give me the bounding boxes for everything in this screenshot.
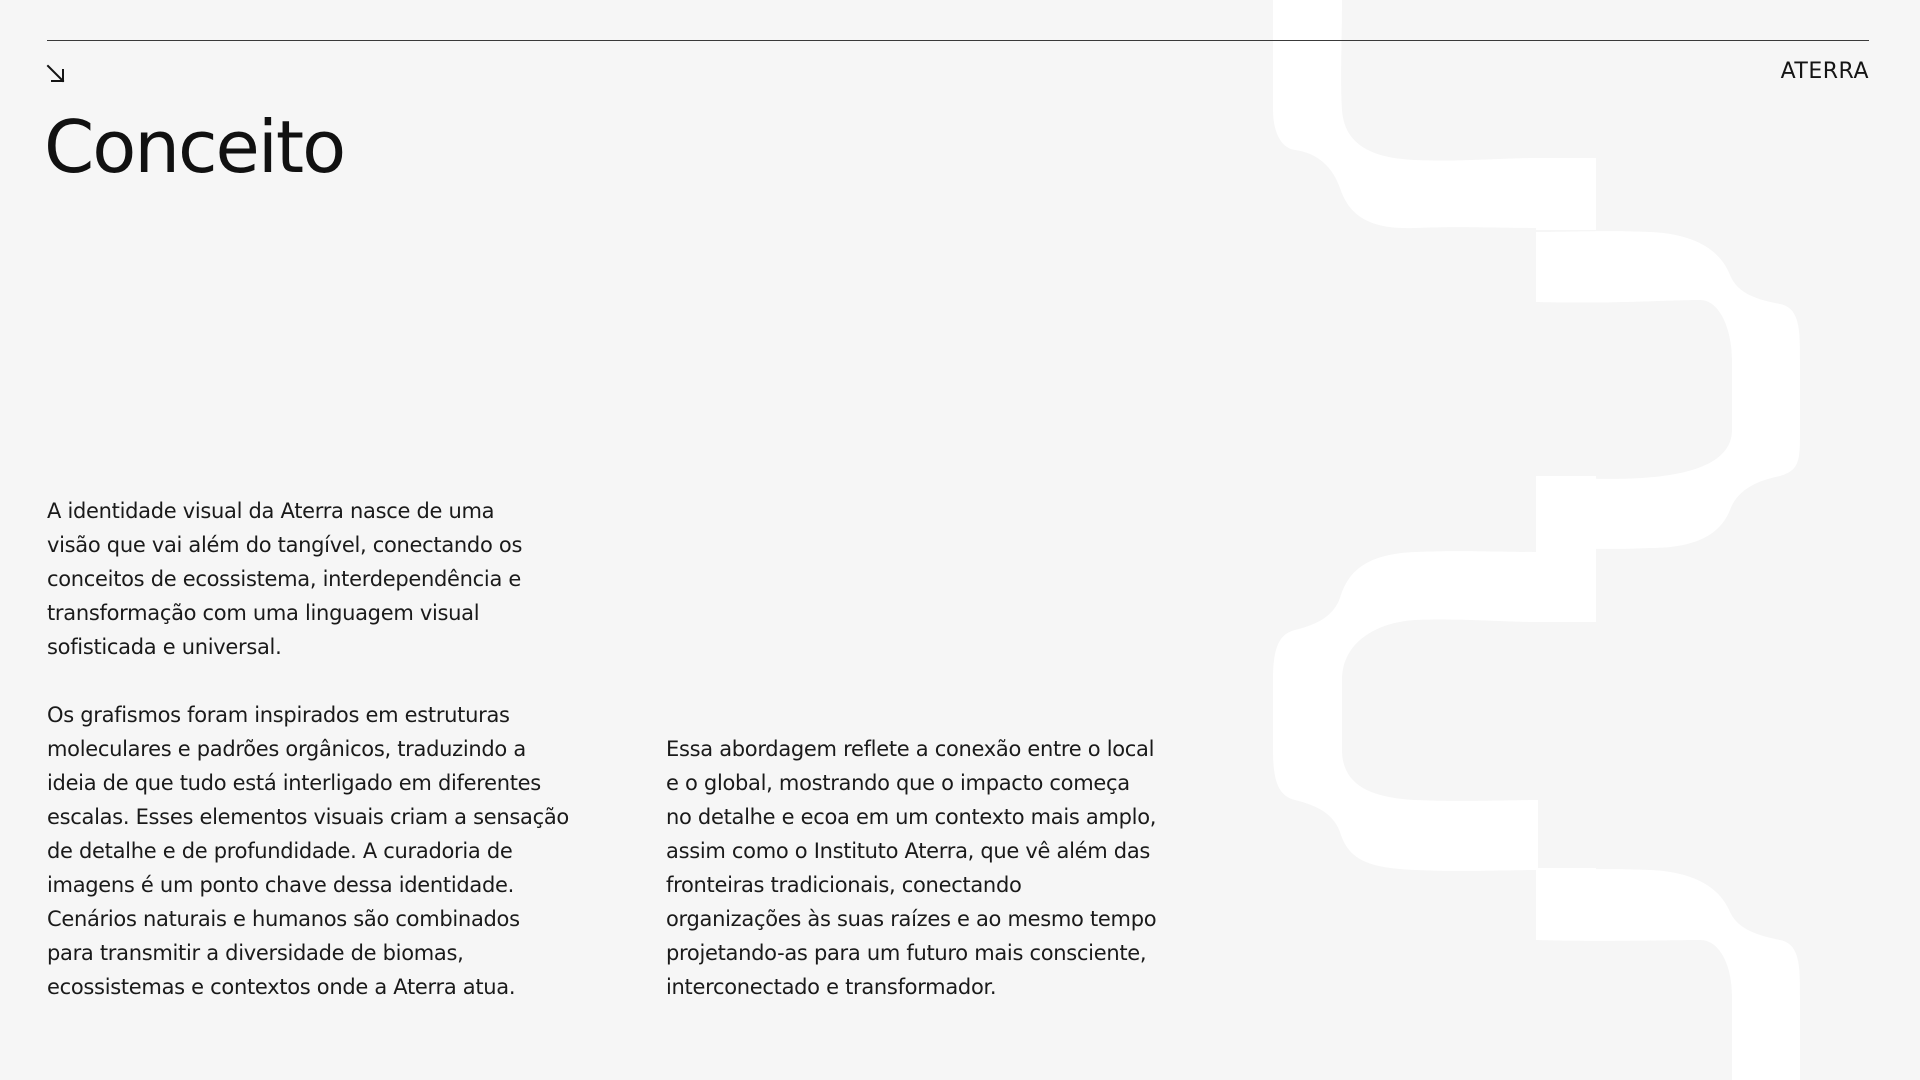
organic-pattern-graphic bbox=[1240, 0, 1920, 1080]
approach-line: fronteiras tradicionais, conectando bbox=[666, 873, 1022, 897]
top-divider bbox=[47, 40, 1869, 41]
graphics-line: Os grafismos foram inspirados em estruturas bbox=[47, 703, 510, 727]
graphics-line: para transmitir a diversidade de biomas, bbox=[47, 941, 464, 965]
intro-line: transformação com uma linguagem visual bbox=[47, 601, 480, 625]
arrow-down-right-icon bbox=[44, 62, 68, 86]
approach-line: Essa abordagem reflete a conexão entre o local bbox=[666, 737, 1155, 761]
graphics-line: escalas. Esses elementos visuais criam a sensação bbox=[47, 805, 569, 829]
graphics-line: de detalhe e de profundidade. A curadoria de bbox=[47, 839, 513, 863]
graphics-line: moleculares e padrões orgânicos, traduzindo a bbox=[47, 737, 526, 761]
intro-line: conceitos de ecossistema, interdependência e bbox=[47, 567, 522, 591]
intro-line: sofisticada e universal. bbox=[47, 635, 282, 659]
intro-line: visão que vai além do tangível, conectando os bbox=[47, 533, 523, 557]
graphics-line: ideia de que tudo está interligado em diferentes bbox=[47, 771, 541, 795]
approach-line: projetando-as para um futuro mais consciente, bbox=[666, 941, 1147, 965]
intro-line: A identidade visual da Aterra nasce de uma bbox=[47, 499, 495, 523]
graphics-line: Cenários naturais e humanos são combinados bbox=[47, 907, 520, 931]
approach-line: e o global, mostrando que o impacto começa bbox=[666, 771, 1130, 795]
graphics-line: imagens é um ponto chave dessa identidade. bbox=[47, 873, 515, 897]
approach-line: assim como o Instituto Aterra, que vê além das bbox=[666, 839, 1151, 863]
approach-line: no detalhe e ecoa em um contexto mais amplo, bbox=[666, 805, 1157, 829]
graphics-line: ecossistemas e contextos onde a Aterra atua. bbox=[47, 975, 516, 999]
approach-line: interconectado e transformador. bbox=[666, 975, 997, 999]
approach-paragraph bbox=[666, 732, 1206, 1004]
graphics-paragraph bbox=[47, 698, 617, 1004]
brand-name: ATERRA bbox=[1780, 59, 1869, 84]
page-title: Conceito bbox=[44, 105, 345, 189]
approach-line: organizações às suas raízes e ao mesmo tempo bbox=[666, 907, 1157, 931]
intro-paragraph bbox=[47, 494, 587, 664]
